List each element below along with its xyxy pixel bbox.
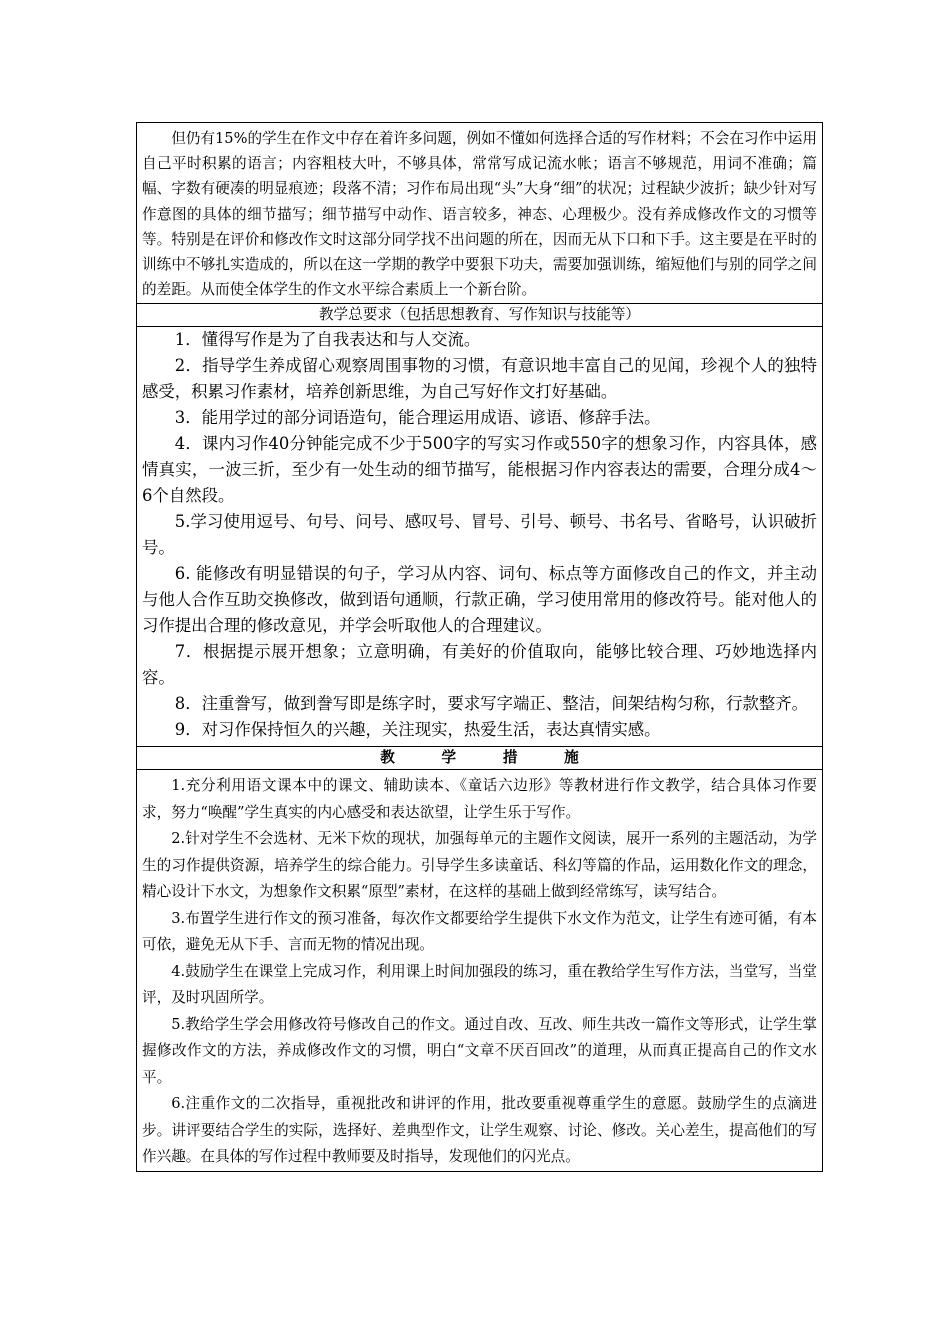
measures-header-row xyxy=(137,747,823,770)
measure-item: 5.教给学生学会用修改符号修改自己的作文。通过自改、互改、师生共改一篇作文等形式，让学生掌握修改作文的方法，养成修改作文的习惯，明白“文章不厌百回改”的道理，从而真正提高自己的作文水平。 xyxy=(142,1015,817,1086)
measures-header: 教学措施 xyxy=(137,747,823,770)
requirement-item: 9．对习作保持恒久的兴趣，关注现实，热爱生活，表达真情实感。 xyxy=(174,720,661,740)
measure-item: 4.鼓励学生在课堂上完成习作，利用课上时间加强段的练习，重在教给学生写作方法，当堂写，当堂评，及时巩固所学。 xyxy=(142,962,817,1007)
requirements-header-row xyxy=(137,304,823,327)
measure-item: 6.注重作文的二次指导，重视批改和讲评的作用，批改要重视尊重学生的意愿。鼓励学生的点滴进步。讲评要结合学生的实际，选择好、差典型作文，让学生观察、讨论、修改。关心差生，提高他们的写作兴趣。在具体的写作过程中教师要及时指导，发现他们的闪光点。 xyxy=(142,1095,817,1166)
measure-item: 1.充分利用语文课本中的课文、辅助读本、《童话六边形》等教材进行作文教学，结合具体习作要求，努力“唤醒”学生真实的内心感受和表达欲望，让学生乐于写作。 xyxy=(142,777,817,821)
requirement-item: 7．根据提示展开想象；立意明确，有美好的价值取向，能够比较合理、巧妙地选择内容。 xyxy=(142,642,817,688)
intro-row xyxy=(137,123,823,304)
measures-cell xyxy=(137,770,823,1172)
requirement-item: 2．指导学生养成留心观察周围事物的习惯，有意识地丰富自己的见闻，珍视个人的独特感受，积累习作素材，培养创新思维，为自己写好作文打好基础。 xyxy=(142,356,817,402)
requirements-row xyxy=(137,327,823,747)
requirements-cell xyxy=(137,327,823,747)
measure-item: 3.布置学生进行作文的预习准备，每次作文都要给学生提供下水文作为范文，让学生有迹可循，有本可依，避免无从下手、言而无物的情况出现。 xyxy=(142,909,817,954)
measures-row xyxy=(137,770,823,1172)
requirement-item: 6. 能修改有明显错误的句子，学习从内容、词句、标点等方面修改自己的作文，并主动与他人合作互助交换修改，做到语句通顺，行款正确，学习使用常用的修改符号。能对他人的习作提出合理的修改意见，并学会听取他人的合理建议。 xyxy=(142,564,817,636)
requirement-item: 4．课内习作40分钟能完成不少于500字的写实习作或550字的想象习作，内容具体，感情真实，一波三折，至少有一处生动的细节描写，能根据习作内容表达的需要，合理分成4～6个自然段。 xyxy=(142,434,817,506)
plan-table xyxy=(136,122,823,1172)
requirement-item: 8．注重誊写，做到誊写即是练字时，要求写字端正、整洁，间架结构匀称，行款整齐。 xyxy=(174,694,809,714)
requirement-item: 5.学习使用逗号、句号、问号、感叹号、冒号、引号、顿号、书名号、省略号，认识破折号。 xyxy=(142,512,817,558)
intro-cell xyxy=(137,123,823,304)
requirement-item: 3．能用学过的部分词语造句，能合理运用成语、谚语、修辞手法。 xyxy=(174,408,661,428)
requirements-header: 教学总要求（包括思想教育、写作知识与技能等） xyxy=(137,304,823,327)
measure-item: 2.针对学生不会选材、无米下炊的现状，加强每单元的主题作文阅读，展开一系列的主题活动，为学生的习作提供资源，培养学生的综合能力。引导学生多读童话、科幻等篇的作品，运用数化作文的理念，精心设计下水文，为想象作文积累“原型”素材，在这样的基础上做到经常练写，读写结合。 xyxy=(142,830,817,901)
requirement-item: 1．懂得写作是为了自我表达和与人交流。 xyxy=(174,330,481,350)
intro-paragraph: 但仍有15%的学生在作文中存在着许多问题，例如不懂如何选择合适的写作材料；不会在习作中运用自己平时积累的语言；内容粗枝大叶，不够具体，常常写成记流水帐；语言不够规范，用词不准确；篇幅、字数有硬凑的明显痕迹；段落不清；习作布局出现“头”大身“细”的状况；过程缺少波折；缺少针对写作意图的具体的细节描写；细节描写中动作、语言较多，神态、心理极少。没有养成修改作文的习惯等等。特别是在评价和修改作文时这部分同学找不出问题的所在，因而无从下口和下手。这主要是在平时的训练中不够扎实造成的，所以在这一学期的教学中要狠下功夫，需要加强训练，缩短他们与别的同学之间的差距。从而使全体学生的作文水平综合素质上一个新台阶。 xyxy=(142,130,817,299)
